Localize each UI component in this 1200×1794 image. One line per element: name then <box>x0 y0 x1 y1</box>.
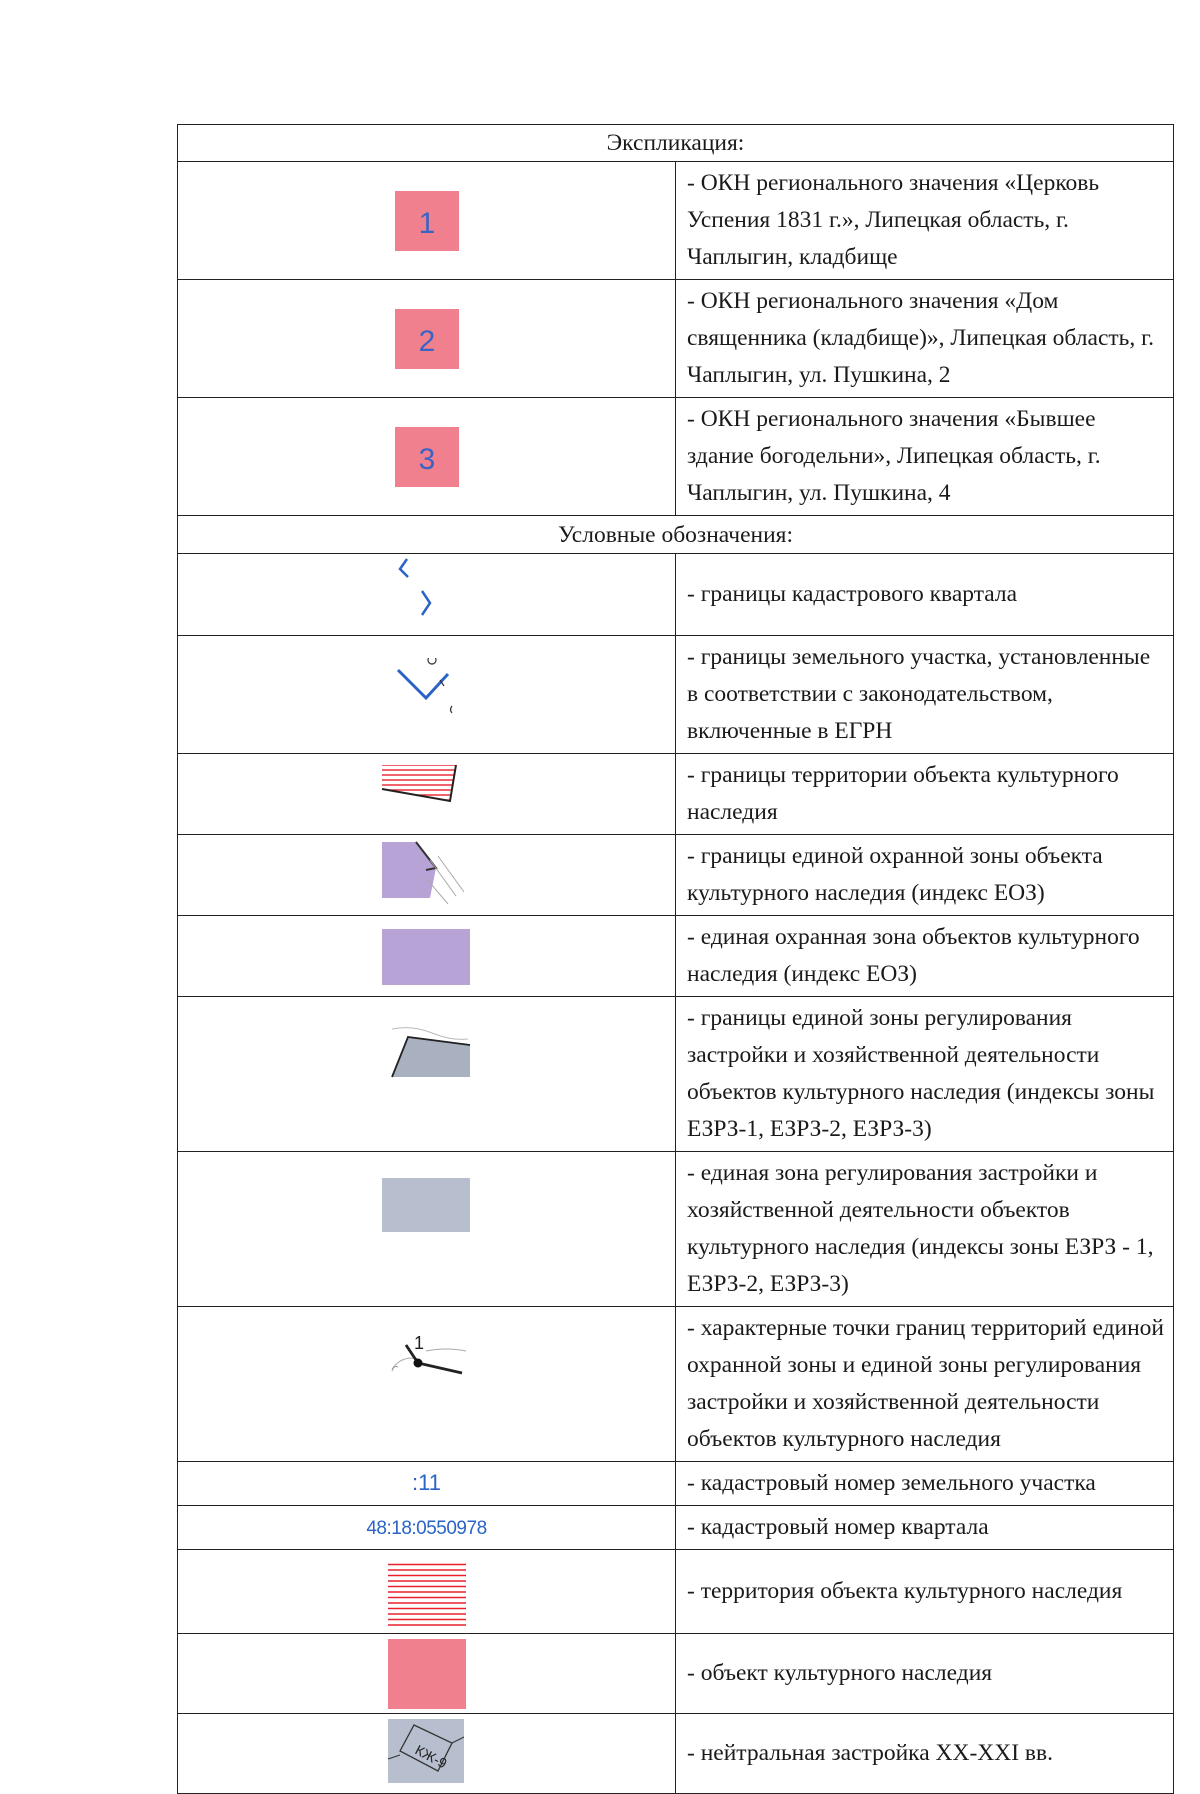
legend-symbol-10 <box>178 1506 676 1550</box>
heritage-territory-hatch-icon <box>352 1552 501 1632</box>
explication-header: Экспликация: <box>178 125 1174 162</box>
protection-zone-fill-icon <box>352 921 501 991</box>
object-number-2-icon <box>395 309 459 369</box>
legend-symbol-8 <box>178 1307 676 1462</box>
legend-row-7 <box>178 1152 1174 1307</box>
legend-row-4 <box>178 835 1174 916</box>
legend-text-8: - характерные точки границ территорий единой охранной зоны и единой зоны регулирования застройки и хозяйственной деятельности объектов культурного наследия <box>676 1307 1174 1462</box>
neutral-building-label: КЖ-9 <box>412 1741 450 1771</box>
legend-text-10: - кадастровый номер квартала <box>676 1506 1174 1550</box>
explication-text-1: - ОКН регионального значения «Церковь Успения 1831 г.», Липецкая область, г. Чаплыгин, кладбище <box>676 162 1174 280</box>
regulation-zone-boundary-icon <box>352 1019 501 1129</box>
legend-row-1 <box>178 554 1174 636</box>
legend-text-12: - объект культурного наследия <box>676 1634 1174 1714</box>
legend-symbol-1 <box>178 554 676 636</box>
legend-text-3: - границы территории объекта культурного наследия <box>676 754 1174 835</box>
object-number-1: 1 <box>418 206 435 240</box>
explication-symbol-3 <box>178 398 676 516</box>
heritage-territory-boundary-icon <box>352 759 501 829</box>
object-number-1-icon <box>395 191 459 251</box>
legend-text-11: - территория объекта культурного наследия <box>676 1550 1174 1634</box>
legend-text-2: - границы земельного участка, установленные в соответствии с законодательством, включенные в ЕГРН <box>676 636 1174 754</box>
legend-row-2 <box>178 636 1174 754</box>
legend-symbol-2 <box>178 636 676 754</box>
object-number-3-icon <box>395 427 459 487</box>
legend-row-6 <box>178 997 1174 1152</box>
legend-text-6: - границы единой зоны регулирования застройки и хозяйственной деятельности объектов культурного наследия (индексы зоны ЕЗРЗ-1, ЕЗРЗ-2, ЕЗРЗ-3) <box>676 997 1174 1152</box>
legend-symbol-4 <box>178 835 676 916</box>
explication-symbol-1 <box>178 162 676 280</box>
object-number-3: 3 <box>418 442 435 476</box>
legend-text-1: - границы кадастрового квартала <box>676 554 1174 636</box>
legend-header: Условные обозначения: <box>178 516 1174 554</box>
plot-number-label: :11 <box>412 1470 441 1495</box>
characteristic-point-number: 1 <box>414 1333 425 1353</box>
legend-text-13: - нейтральная застройка XX-XXI вв. <box>676 1714 1174 1794</box>
explication-symbol-2 <box>178 280 676 398</box>
legend-symbol-12 <box>178 1634 676 1714</box>
characteristic-point-icon <box>352 1329 501 1439</box>
explication-row-2 <box>178 280 1174 398</box>
neutral-buildings-icon <box>352 1715 501 1793</box>
explication-text-2: - ОКН регионального значения «Дом священника (кладбище)», Липецкая область, г. Чаплыгин, ул. Пушкина, 2 <box>676 280 1174 398</box>
regulation-zone-fill-icon <box>352 1174 501 1284</box>
heritage-object-fill-icon <box>352 1635 501 1713</box>
legend-row-9 <box>178 1462 1174 1506</box>
land-plot-boundary-icon <box>352 658 501 732</box>
legend-symbol-5 <box>178 916 676 997</box>
legend-text-4: - границы единой охранной зоны объекта культурного наследия (индекс ЕОЗ) <box>676 835 1174 916</box>
legend-row-10 <box>178 1506 1174 1550</box>
explication-text-3: - ОКН регионального значения «Бывшее здание богодельни», Липецкая область, г. Чаплыгин, ул. Пушкина, 4 <box>676 398 1174 516</box>
legend-text-9: - кадастровый номер земельного участка <box>676 1462 1174 1506</box>
legend-row-5 <box>178 916 1174 997</box>
legend-symbol-13 <box>178 1714 676 1794</box>
legend-symbol-11 <box>178 1550 676 1634</box>
legend-text-5: - единая охранная зона объектов культурного наследия (индекс ЕОЗ) <box>676 916 1174 997</box>
protection-zone-boundary-icon <box>352 838 501 912</box>
legend-header-row <box>178 516 1174 554</box>
legend-row-8 <box>178 1307 1174 1462</box>
quarter-number-label: 48:18:0550978 <box>366 1518 487 1539</box>
legend-text-7: - единая зона регулирования застройки и хозяйственной деятельности объектов культурного наследия (индексы зоны ЕЗРЗ - 1, ЕЗРЗ-2, ЕЗРЗ-3) <box>676 1152 1174 1307</box>
explication-row-1 <box>178 162 1174 280</box>
object-number-2: 2 <box>418 324 435 358</box>
legend-symbol-9 <box>178 1462 676 1506</box>
legend-symbol-6 <box>178 997 676 1152</box>
legend-row-13 <box>178 1714 1174 1794</box>
legend-symbol-3 <box>178 754 676 835</box>
legend-row-12 <box>178 1634 1174 1714</box>
explication-row-3 <box>178 398 1174 516</box>
legend-symbol-7 <box>178 1152 676 1307</box>
cadastral-quarter-boundary-icon <box>352 555 501 635</box>
explication-header-row <box>178 125 1174 162</box>
legend-row-11 <box>178 1550 1174 1634</box>
legend-table <box>177 124 1174 1794</box>
legend-row-3 <box>178 754 1174 835</box>
